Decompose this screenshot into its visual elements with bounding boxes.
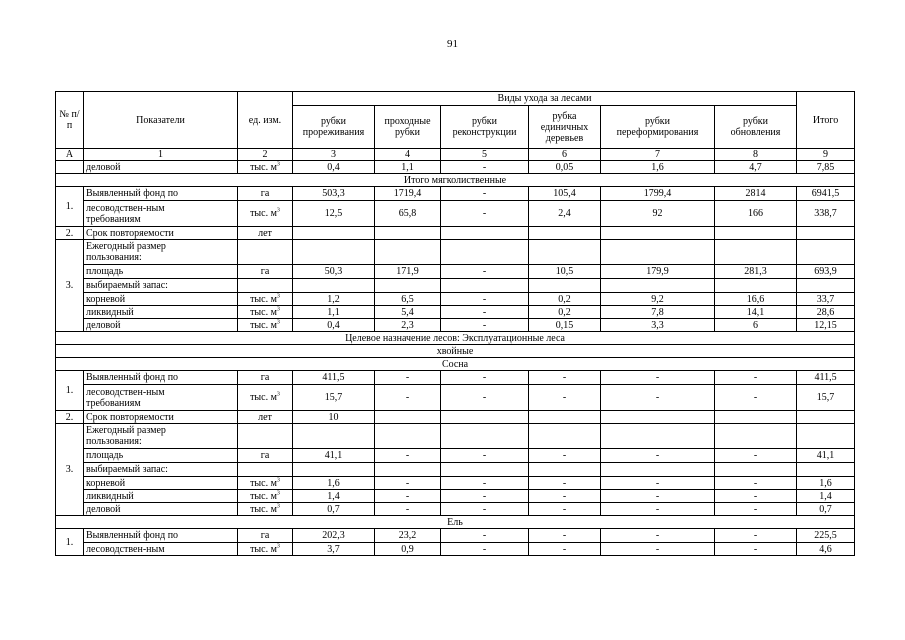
table-row — [56, 265, 855, 279]
value-cell: - — [441, 187, 529, 201]
table-row — [56, 411, 855, 424]
section-ekspluatatsionnye: Целевое назначение лесов: Эксплуатационные леса — [56, 332, 855, 345]
unit-text: тыс. м — [250, 543, 277, 555]
row-number: 2. — [56, 411, 84, 424]
index-row — [56, 149, 855, 161]
unit-cell — [238, 424, 293, 449]
forest-care-table — [55, 91, 855, 556]
unit-cell — [238, 306, 293, 319]
value-cell: - — [529, 529, 601, 543]
value-cell: 6941,5 — [797, 187, 855, 201]
label-line: лесоводствен-ным — [86, 386, 165, 398]
index-cell: 4 — [375, 149, 441, 161]
indicator-label: площадь — [84, 449, 238, 463]
value-cell: - — [529, 503, 601, 516]
indicator-label: деловой — [84, 319, 238, 332]
section-row — [56, 358, 855, 371]
header-col: рубки переформирования — [601, 106, 715, 149]
value-cell — [601, 240, 715, 265]
index-cell: 1 — [84, 149, 238, 161]
value-cell: 0,05 — [529, 161, 601, 174]
unit-cell: га — [238, 371, 293, 385]
value-cell: - — [529, 385, 601, 411]
value-cell — [797, 411, 855, 424]
unit-sup: 3 — [276, 503, 280, 510]
value-cell — [293, 424, 375, 449]
unit-cell — [238, 293, 293, 306]
label-line: требованиям — [86, 213, 141, 225]
indicator-label — [84, 424, 238, 449]
value-cell: 0,2 — [529, 306, 601, 319]
value-cell: 7,8 — [601, 306, 715, 319]
section-row — [56, 516, 855, 529]
unit-text: тыс. м — [250, 503, 277, 515]
value-cell: 281,3 — [715, 265, 797, 279]
unit-cell — [238, 490, 293, 503]
value-cell: - — [441, 371, 529, 385]
value-cell: 0,4 — [293, 161, 375, 174]
unit-cell: га — [238, 265, 293, 279]
value-cell — [715, 411, 797, 424]
unit-sup: 3 — [276, 161, 280, 168]
value-cell — [375, 463, 441, 477]
unit-cell: лет — [238, 411, 293, 424]
value-cell: 202,3 — [293, 529, 375, 543]
indicator-label: Выявленный фонд по — [84, 187, 238, 201]
table-row — [56, 543, 855, 556]
section-el: Ель — [56, 516, 855, 529]
value-cell: 33,7 — [797, 293, 855, 306]
value-cell — [293, 227, 375, 240]
value-cell — [293, 463, 375, 477]
indicator-label: Срок повторяемости — [84, 411, 238, 424]
unit-text: тыс. м — [250, 490, 277, 502]
value-cell: 4,7 — [715, 161, 797, 174]
value-cell: 15,7 — [293, 385, 375, 411]
value-cell — [797, 279, 855, 293]
value-cell: 0,9 — [375, 543, 441, 556]
value-cell — [293, 279, 375, 293]
table-row — [56, 187, 855, 201]
table-row — [56, 293, 855, 306]
value-cell — [529, 240, 601, 265]
unit-cell — [238, 201, 293, 227]
value-cell: - — [375, 503, 441, 516]
indicator-label: Выявленный фонд по — [84, 529, 238, 543]
value-cell: 5,4 — [375, 306, 441, 319]
value-cell: - — [529, 543, 601, 556]
unit-cell — [238, 543, 293, 556]
indicator-label: корневой — [84, 293, 238, 306]
label-line: пользования: — [86, 436, 142, 447]
value-cell: 225,5 — [797, 529, 855, 543]
header-col: проходные рубки — [375, 106, 441, 149]
value-cell: 2814 — [715, 187, 797, 201]
value-cell: - — [601, 385, 715, 411]
unit-cell — [238, 463, 293, 477]
table-row — [56, 279, 855, 293]
section-row — [56, 332, 855, 345]
unit-text: тыс. м — [250, 319, 277, 331]
unit-cell — [238, 319, 293, 332]
value-cell: - — [601, 529, 715, 543]
unit-cell — [238, 240, 293, 265]
value-cell — [797, 424, 855, 449]
value-cell: 0,2 — [529, 293, 601, 306]
indicator-label: выбираемый запас: — [84, 463, 238, 477]
value-cell — [601, 411, 715, 424]
value-cell — [797, 463, 855, 477]
value-cell: - — [715, 449, 797, 463]
value-cell: 166 — [715, 201, 797, 227]
value-cell: 503,3 — [293, 187, 375, 201]
unit-cell: га — [238, 529, 293, 543]
value-cell: - — [715, 503, 797, 516]
value-cell: 41,1 — [293, 449, 375, 463]
value-cell: 92 — [601, 201, 715, 227]
value-cell: 411,5 — [293, 371, 375, 385]
value-cell: 28,6 — [797, 306, 855, 319]
value-cell: - — [441, 490, 529, 503]
unit-sup: 3 — [276, 306, 280, 313]
header-col: рубки обновления — [715, 106, 797, 149]
table-row — [56, 385, 855, 411]
value-cell — [601, 463, 715, 477]
value-cell: 1,6 — [293, 477, 375, 490]
header-num: № п/п — [56, 92, 84, 149]
label-line: требованиям — [86, 397, 141, 409]
value-cell — [441, 227, 529, 240]
value-cell — [441, 424, 529, 449]
value-cell: 10,5 — [529, 265, 601, 279]
table-row — [56, 477, 855, 490]
value-cell: - — [601, 490, 715, 503]
value-cell — [715, 227, 797, 240]
value-cell — [601, 227, 715, 240]
section-row — [56, 174, 855, 187]
unit-cell — [238, 385, 293, 411]
value-cell: 2,3 — [375, 319, 441, 332]
value-cell: 179,9 — [601, 265, 715, 279]
section-row — [56, 345, 855, 358]
unit-cell — [238, 477, 293, 490]
index-cell: 5 — [441, 149, 529, 161]
value-cell — [441, 463, 529, 477]
unit-sup: 3 — [276, 490, 280, 497]
table-row — [56, 227, 855, 240]
indicator-label: ликвидный — [84, 306, 238, 319]
unit-cell: га — [238, 449, 293, 463]
row-number: 2. — [56, 227, 84, 240]
unit-text: тыс. м — [250, 293, 277, 305]
unit-cell — [238, 503, 293, 516]
indicator-label: Выявленный фонд по — [84, 371, 238, 385]
value-cell: - — [441, 265, 529, 279]
label-line: Ежегодный размер — [86, 425, 166, 436]
label-line: Ежегодный размер — [86, 241, 166, 252]
value-cell: - — [529, 490, 601, 503]
table-row — [56, 371, 855, 385]
row-number: 3. — [56, 424, 84, 516]
header-unit: ед. изм. — [238, 92, 293, 149]
index-cell: А — [56, 149, 84, 161]
value-cell: 15,7 — [797, 385, 855, 411]
value-cell: - — [601, 477, 715, 490]
value-cell: - — [601, 449, 715, 463]
value-cell — [715, 279, 797, 293]
unit-text: тыс. м — [250, 161, 277, 173]
indicator-label: лесоводствен-ным — [84, 543, 238, 556]
table-row — [56, 529, 855, 543]
value-cell: - — [375, 477, 441, 490]
table-row — [56, 319, 855, 332]
index-cell: 2 — [238, 149, 293, 161]
value-cell: 7,85 — [797, 161, 855, 174]
value-cell — [293, 240, 375, 265]
value-cell — [715, 240, 797, 265]
value-cell: - — [441, 503, 529, 516]
value-cell — [441, 240, 529, 265]
table-row — [56, 449, 855, 463]
value-cell: - — [601, 371, 715, 385]
indicator-label: корневой — [84, 477, 238, 490]
value-cell: - — [375, 449, 441, 463]
unit-text: тыс. м — [250, 477, 277, 489]
value-cell — [441, 411, 529, 424]
value-cell: - — [601, 503, 715, 516]
value-cell: 693,9 — [797, 265, 855, 279]
value-cell — [375, 279, 441, 293]
value-cell: 171,9 — [375, 265, 441, 279]
value-cell: - — [375, 371, 441, 385]
header-indicators: Показатели — [84, 92, 238, 149]
value-cell: 1,4 — [293, 490, 375, 503]
table-row — [56, 161, 855, 174]
row-number: 1. — [56, 529, 84, 556]
value-cell: 338,7 — [797, 201, 855, 227]
indicator-label: площадь — [84, 265, 238, 279]
value-cell: - — [441, 306, 529, 319]
value-cell: - — [529, 477, 601, 490]
value-cell: 9,2 — [601, 293, 715, 306]
value-cell: 6 — [715, 319, 797, 332]
indicator-label: деловой — [84, 161, 238, 174]
indicator-label: ликвидный — [84, 490, 238, 503]
value-cell: 105,4 — [529, 187, 601, 201]
value-cell — [529, 411, 601, 424]
value-cell: 0,15 — [529, 319, 601, 332]
value-cell: - — [715, 490, 797, 503]
value-cell — [529, 424, 601, 449]
value-cell: 0,7 — [293, 503, 375, 516]
value-cell: - — [529, 449, 601, 463]
unit-sup: 3 — [276, 207, 280, 214]
value-cell — [601, 424, 715, 449]
label-line: лесоводствен-ным — [86, 202, 165, 214]
value-cell — [715, 463, 797, 477]
row-number — [56, 161, 84, 174]
value-cell: 1799,4 — [601, 187, 715, 201]
value-cell — [375, 411, 441, 424]
unit-sup: 3 — [276, 293, 280, 300]
value-cell: 0,7 — [797, 503, 855, 516]
value-cell — [375, 424, 441, 449]
value-cell: 10 — [293, 411, 375, 424]
value-cell: - — [601, 543, 715, 556]
table-row — [56, 490, 855, 503]
value-cell: - — [441, 161, 529, 174]
value-cell: 1,1 — [375, 161, 441, 174]
value-cell — [441, 279, 529, 293]
value-cell: 1,6 — [601, 161, 715, 174]
value-cell: 3,7 — [293, 543, 375, 556]
value-cell: 12,15 — [797, 319, 855, 332]
value-cell: - — [441, 543, 529, 556]
value-cell: - — [441, 449, 529, 463]
value-cell: 6,5 — [375, 293, 441, 306]
index-cell: 9 — [797, 149, 855, 161]
value-cell: - — [715, 385, 797, 411]
table-row — [56, 201, 855, 227]
value-cell — [529, 279, 601, 293]
value-cell: - — [441, 529, 529, 543]
label-line: пользования: — [86, 252, 142, 263]
indicator-label: выбираемый запас: — [84, 279, 238, 293]
value-cell: - — [715, 371, 797, 385]
value-cell: 1,1 — [293, 306, 375, 319]
unit-sup: 3 — [276, 543, 280, 550]
value-cell: - — [441, 477, 529, 490]
value-cell: - — [529, 371, 601, 385]
unit-text: тыс. м — [250, 208, 277, 219]
section-sosna: Сосна — [56, 358, 855, 371]
row-number: 3. — [56, 240, 84, 332]
table-row — [56, 503, 855, 516]
value-cell — [797, 227, 855, 240]
value-cell — [529, 227, 601, 240]
value-cell — [375, 240, 441, 265]
value-cell: - — [715, 477, 797, 490]
unit-cell — [238, 279, 293, 293]
header-col: рубки прореживания — [293, 106, 375, 149]
value-cell — [375, 227, 441, 240]
value-cell — [601, 279, 715, 293]
value-cell: 1,4 — [797, 490, 855, 503]
indicator-label — [84, 201, 238, 227]
header-group: Виды ухода за лесами — [293, 92, 797, 106]
table-row — [56, 240, 855, 265]
indicator-label — [84, 385, 238, 411]
unit-sup: 3 — [276, 391, 280, 398]
value-cell: 0,4 — [293, 319, 375, 332]
unit-sup: 3 — [276, 319, 280, 326]
unit-text: тыс. м — [250, 392, 277, 403]
section-myagkolistvennye: Итого мягколиственные — [56, 174, 855, 187]
header-col: рубки реконструкции — [441, 106, 529, 149]
row-number: 1. — [56, 371, 84, 411]
value-cell: 50,3 — [293, 265, 375, 279]
value-cell: 12,5 — [293, 201, 375, 227]
unit-text: тыс. м — [250, 306, 277, 318]
value-cell: - — [375, 385, 441, 411]
value-cell: 411,5 — [797, 371, 855, 385]
value-cell: 4,6 — [797, 543, 855, 556]
value-cell: 1,6 — [797, 477, 855, 490]
value-cell: 14,1 — [715, 306, 797, 319]
indicator-label: деловой — [84, 503, 238, 516]
value-cell: 16,6 — [715, 293, 797, 306]
indicator-label: Срок повторяемости — [84, 227, 238, 240]
table-row — [56, 306, 855, 319]
value-cell: 1719,4 — [375, 187, 441, 201]
value-cell: - — [375, 490, 441, 503]
value-cell: - — [441, 293, 529, 306]
value-cell: - — [441, 319, 529, 332]
index-cell: 3 — [293, 149, 375, 161]
value-cell: 2,4 — [529, 201, 601, 227]
indicator-label — [84, 240, 238, 265]
unit-cell: га — [238, 187, 293, 201]
index-cell: 8 — [715, 149, 797, 161]
value-cell: - — [715, 543, 797, 556]
value-cell: - — [441, 385, 529, 411]
header-total: Итого — [797, 92, 855, 149]
row-number: 1. — [56, 187, 84, 227]
value-cell — [529, 463, 601, 477]
section-hvoynye: хвойные — [56, 345, 855, 358]
value-cell: 23,2 — [375, 529, 441, 543]
unit-sup: 3 — [276, 477, 280, 484]
table-row — [56, 424, 855, 449]
value-cell: 1,2 — [293, 293, 375, 306]
unit-cell — [238, 161, 293, 174]
unit-cell: лет — [238, 227, 293, 240]
index-cell: 6 — [529, 149, 601, 161]
value-cell: - — [441, 201, 529, 227]
value-cell — [715, 424, 797, 449]
value-cell: 65,8 — [375, 201, 441, 227]
value-cell — [797, 240, 855, 265]
header-col: рубка единичных деревьев — [529, 106, 601, 149]
table-row — [56, 463, 855, 477]
value-cell: 3,3 — [601, 319, 715, 332]
value-cell: 41,1 — [797, 449, 855, 463]
value-cell: - — [715, 529, 797, 543]
page-number: 91 — [447, 38, 458, 50]
index-cell: 7 — [601, 149, 715, 161]
